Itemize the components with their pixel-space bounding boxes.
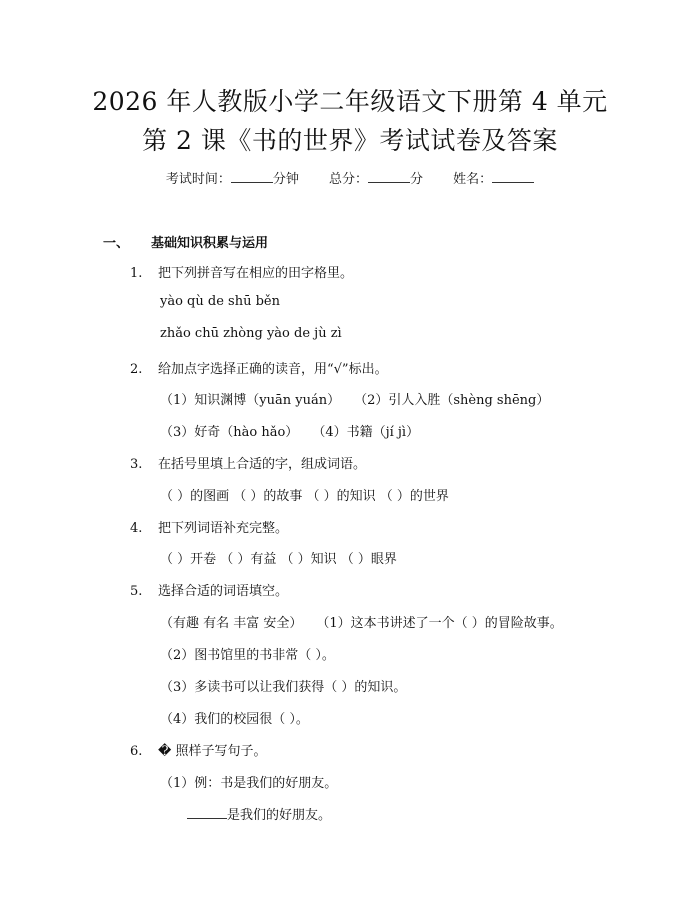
- question-5-sentence-3: （3）多读书可以让我们获得（ ）的知识。: [160, 680, 407, 695]
- score-blank[interactable]: [368, 182, 410, 183]
- answer-blank[interactable]: [187, 818, 227, 819]
- question-5-row-1: （有趣 有名 丰富 安全） （1）这本书讲述了一个（ ）的冒险故事。: [160, 616, 563, 631]
- question-1: 1. 把下列拼音写在相应的田字格里。: [130, 266, 354, 281]
- page-title-line-1: 2026 年人教版小学二年级语文下册第 4 单元: [92, 87, 608, 116]
- name-blank[interactable]: [492, 182, 534, 183]
- pinyin-line-2: zhǎo chū zhòng yào de jù zì: [160, 326, 342, 341]
- question-5: 5. 选择合适的词语填空。: [130, 584, 289, 599]
- question-6-example: （1）例：书是我们的好朋友。: [160, 776, 338, 791]
- exam-time-field: 考试时间： 分钟: [165, 172, 299, 187]
- question-3: 3. 在括号里填上合适的字，组成词语。: [130, 457, 367, 472]
- pinyin-line-1: yào qù de shū běn: [160, 294, 280, 309]
- question-6: 6. � 照样子写句子。: [130, 744, 267, 759]
- time-blank[interactable]: [231, 182, 273, 183]
- question-5-sentence-2: （2）图书馆里的书非常（ ）。: [160, 648, 335, 663]
- page-title-line-2: 第 2 课《书的世界》考试试卷及答案: [142, 126, 558, 155]
- question-2-options-row-2: （3）好奇（hào hǎo） （4）书籍（jí jì）: [160, 425, 420, 440]
- question-3-items: （ ）的图画 （ ）的故事 （ ）的知识 （ ）的世界: [160, 489, 449, 504]
- question-2: 2. 给加点字选择正确的读音，用“√”标出。: [130, 362, 388, 377]
- question-6-answer-line: 是我们的好朋友。: [187, 804, 331, 823]
- question-4-items: （ ）开卷 （ ）有益 （ ）知识 （ ）眼界: [160, 552, 397, 567]
- question-4: 4. 把下列词语补充完整。: [130, 521, 289, 536]
- question-5-sentence-4: （4）我们的校园很（ ）。: [160, 712, 309, 727]
- question-2-options-row-1: （1）知识渊博（yuān yuán） （2）引人入胜（shèng shēng）: [160, 393, 550, 408]
- section-heading: 一、 基础知识积累与运用: [103, 236, 269, 251]
- exam-info: [0, 168, 700, 187]
- name-field: 姓名：: [453, 172, 534, 187]
- total-score-field: 总分： 分: [328, 172, 424, 187]
